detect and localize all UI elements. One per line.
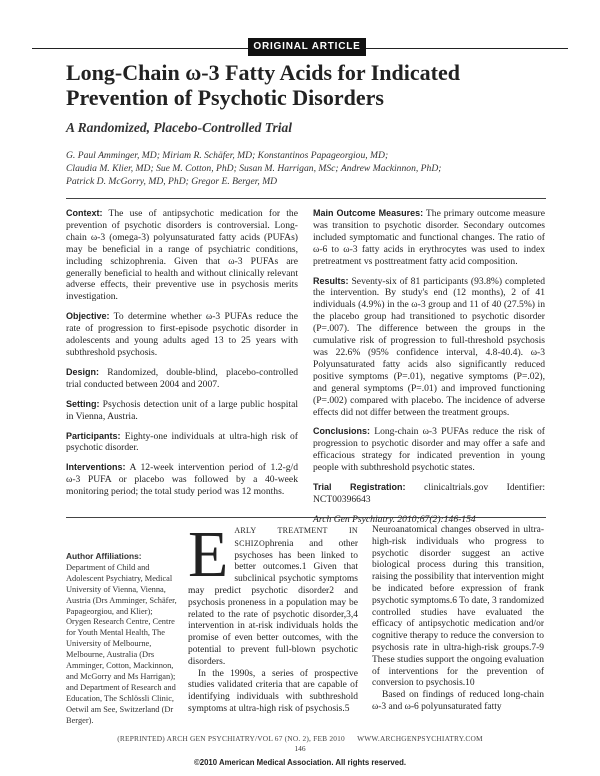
author-affiliations bbox=[66, 551, 178, 727]
abstract-context: Context: The use of antipsychotic medication for the prevention of psychotic disorders is controversial. Long-chain ω-3 (omega-3) polyunsaturated fatty acids (PUFAs) may be beneficial in a range of psychiatric conditions, including schizophrenia. Given that ω-3 PUFAs are generally beneficial to health and without clinically relevant adverse effects, their preventive use in psychosis merits investigation. bbox=[66, 208, 298, 303]
affiliations-heading: Author Affiliations: bbox=[66, 551, 142, 561]
article-subtitle: A Randomized, Placebo-Controlled Trial bbox=[66, 120, 293, 135]
abstract-setting: Setting: Psychosis detection unit of a large public hospital in Vienna, Austria. bbox=[66, 398, 298, 422]
page-number: 146 bbox=[294, 744, 306, 753]
journal-footer: (REPRINTED) ARCH GEN PSYCHIATRY/VOL 67 (NO. 2), FEB 2010 WWW.ARCHGENPSYCHIATRY.COM bbox=[117, 734, 483, 743]
abstract-participants: Participants: Eighty-one individuals at ultra-high risk of psychotic disorder. bbox=[66, 430, 298, 454]
author-line: G. Paul Amminger, MD; Miriam R. Schäfer, MD; Konstantinos Papageorgiou, MD; bbox=[66, 150, 389, 161]
section-label: ORIGINAL ARTICLE bbox=[248, 38, 366, 56]
abstract-right-column bbox=[313, 208, 545, 534]
author-line: Claudia M. Klier, MD; Sue M. Cotton, PhD; Susan M. Harrigan, MSc; Andrew Mackinnon, PhD; bbox=[66, 162, 442, 174]
article-title: Long-Chain ω-3 Fatty Acids for Indicated Prevention of Psychotic Disorders bbox=[66, 60, 460, 110]
body-paragraph: In the 1990s, a series of prospective studies validated criteria that are capable of identifying individuals with subthreshold symptoms at ultra-high risk of psychosis.5 bbox=[188, 668, 358, 714]
intro-paragraph: EARLY TREATMENT IN SCHIZOphrenia and other psychoses has been linked to better outcomes.1 Given that subclinical psychotic symptoms may predict psychotic disorder2 and psychosis proneness in a population may be related to the rate of psychotic disorder,3,4 intervention in at-risk individuals holds the promise of even better outcomes, with the potential to prevent full-blown psychotic disorders. bbox=[188, 518, 358, 667]
abstract-objective: Objective: To determine whether ω-3 PUFAs reduce the rate of progression to first-episode psychotic disorder in adolescents and young adults aged 13 to 25 years with subthreshold psychosis. bbox=[66, 311, 298, 358]
body-paragraph: Based on findings of reduced long-chain ω-3 and ω-6 polyunsaturated fatty bbox=[372, 690, 544, 712]
lead-caps: ARLY TREATMENT IN SCHIZO bbox=[234, 526, 358, 548]
abstract-left-column bbox=[66, 208, 298, 506]
abstract-outcome-measures: Main Outcome Measures: The primary outcome measure was transition to psychotic disorder. Secondary outcomes included symptomatic and functional changes. The ratio of ω-6 to ω-3 fatty acids in erythrocytes was used to index pretreatment vs posttreatment fatty acid composition. bbox=[313, 208, 546, 267]
body-paragraph: Neuroanatomical changes observed in ultra-high-risk individuals who progress to psychotic disorder suggest an active biological process during this transition, raising the possibility that intervention might be indicated before expression of frank psychotic symptoms.6 To date, 3 randomized controlled studies have evaluated the efficacy of antipsychotic medication and/or cognitive therapy to reduce the conversion to psychosis rate in ultra-high-risk groups.7-9 These studies support the ongoing evaluation of interventions for the prevention of conversion to psychosis.10 bbox=[372, 525, 544, 689]
affiliations-text: Department of Child and Adolescent Psychiatry, Medical University of Vienna, Vienna, Austria (Drs Amminger, Schäfer, Papageorgiou, and Klier); Orygen Research Centre, Centre for Youth Mental Health, The University of Melbourne, Melbourne, Australia (Drs Amminger, Cotton, Mackinnon, and McGorry and Ms Harrigan); and Department of Research and Education, The Schlössli Clinic, Oetwil am See, Switzerland (Dr Berger). bbox=[66, 562, 177, 725]
citation: Arch Gen Psychiatry. 2010;67(2):146-154 bbox=[313, 513, 476, 525]
abstract-top-rule bbox=[66, 198, 546, 199]
author-line: Patrick D. McGorry, MD, PhD; Gregor E. Berger, MD bbox=[66, 175, 278, 187]
abstract-trial-registration: Trial Registration: clinicaltrials.gov Identifier: NCT00396643 bbox=[313, 482, 545, 505]
section-label-bar bbox=[0, 38, 600, 58]
body-column-2 bbox=[372, 525, 544, 714]
abstract-interventions: Interventions: A 12-week intervention period of 1.2-g/d ω-3 PUFA or placebo was followed by a 40-week monitoring period; the total study period was 12 months. bbox=[66, 462, 298, 498]
copyright-notice: ©2010 American Medical Association. All rights reserved. bbox=[193, 758, 406, 767]
drop-cap: E bbox=[188, 518, 229, 591]
abstract-results: Results: Seventy-six of 81 participants (93.8%) completed the intervention. By study's end (12 months), 2 of 41 individuals (4.9%) in the ω-3 group and 11 of 40 (27.5%) in the placebo group had transitioned to psychotic disorder (P=.007). The difference between the groups in the cumulative risk of progression to full-threshold psychosis was 22.6% (95% confidence interval, 4.8-40.4). ω-3 Polyunsaturated fatty acids also significantly reduced positive symptoms (P=.01), negative symptoms (P=.02), and general symptoms (P=.01) and improved functioning (P=.002) compared with placebo. The incidence of adverse effects did not differ between the treatment groups. bbox=[313, 275, 545, 418]
abstract-design: Design: Randomized, double-blind, placebo-controlled trial conducted between 2004 and 2007. bbox=[66, 366, 298, 390]
abstract-conclusions: Conclusions: Long-chain ω-3 PUFAs reduce the risk of progression to psychotic disorder and may offer a safe and efficacious strategy for indicated prevention in young people with subthreshold psychotic states. bbox=[313, 426, 545, 474]
body-column-1 bbox=[188, 518, 358, 716]
author-list bbox=[66, 150, 536, 188]
abstract-bottom-rule bbox=[66, 517, 546, 518]
